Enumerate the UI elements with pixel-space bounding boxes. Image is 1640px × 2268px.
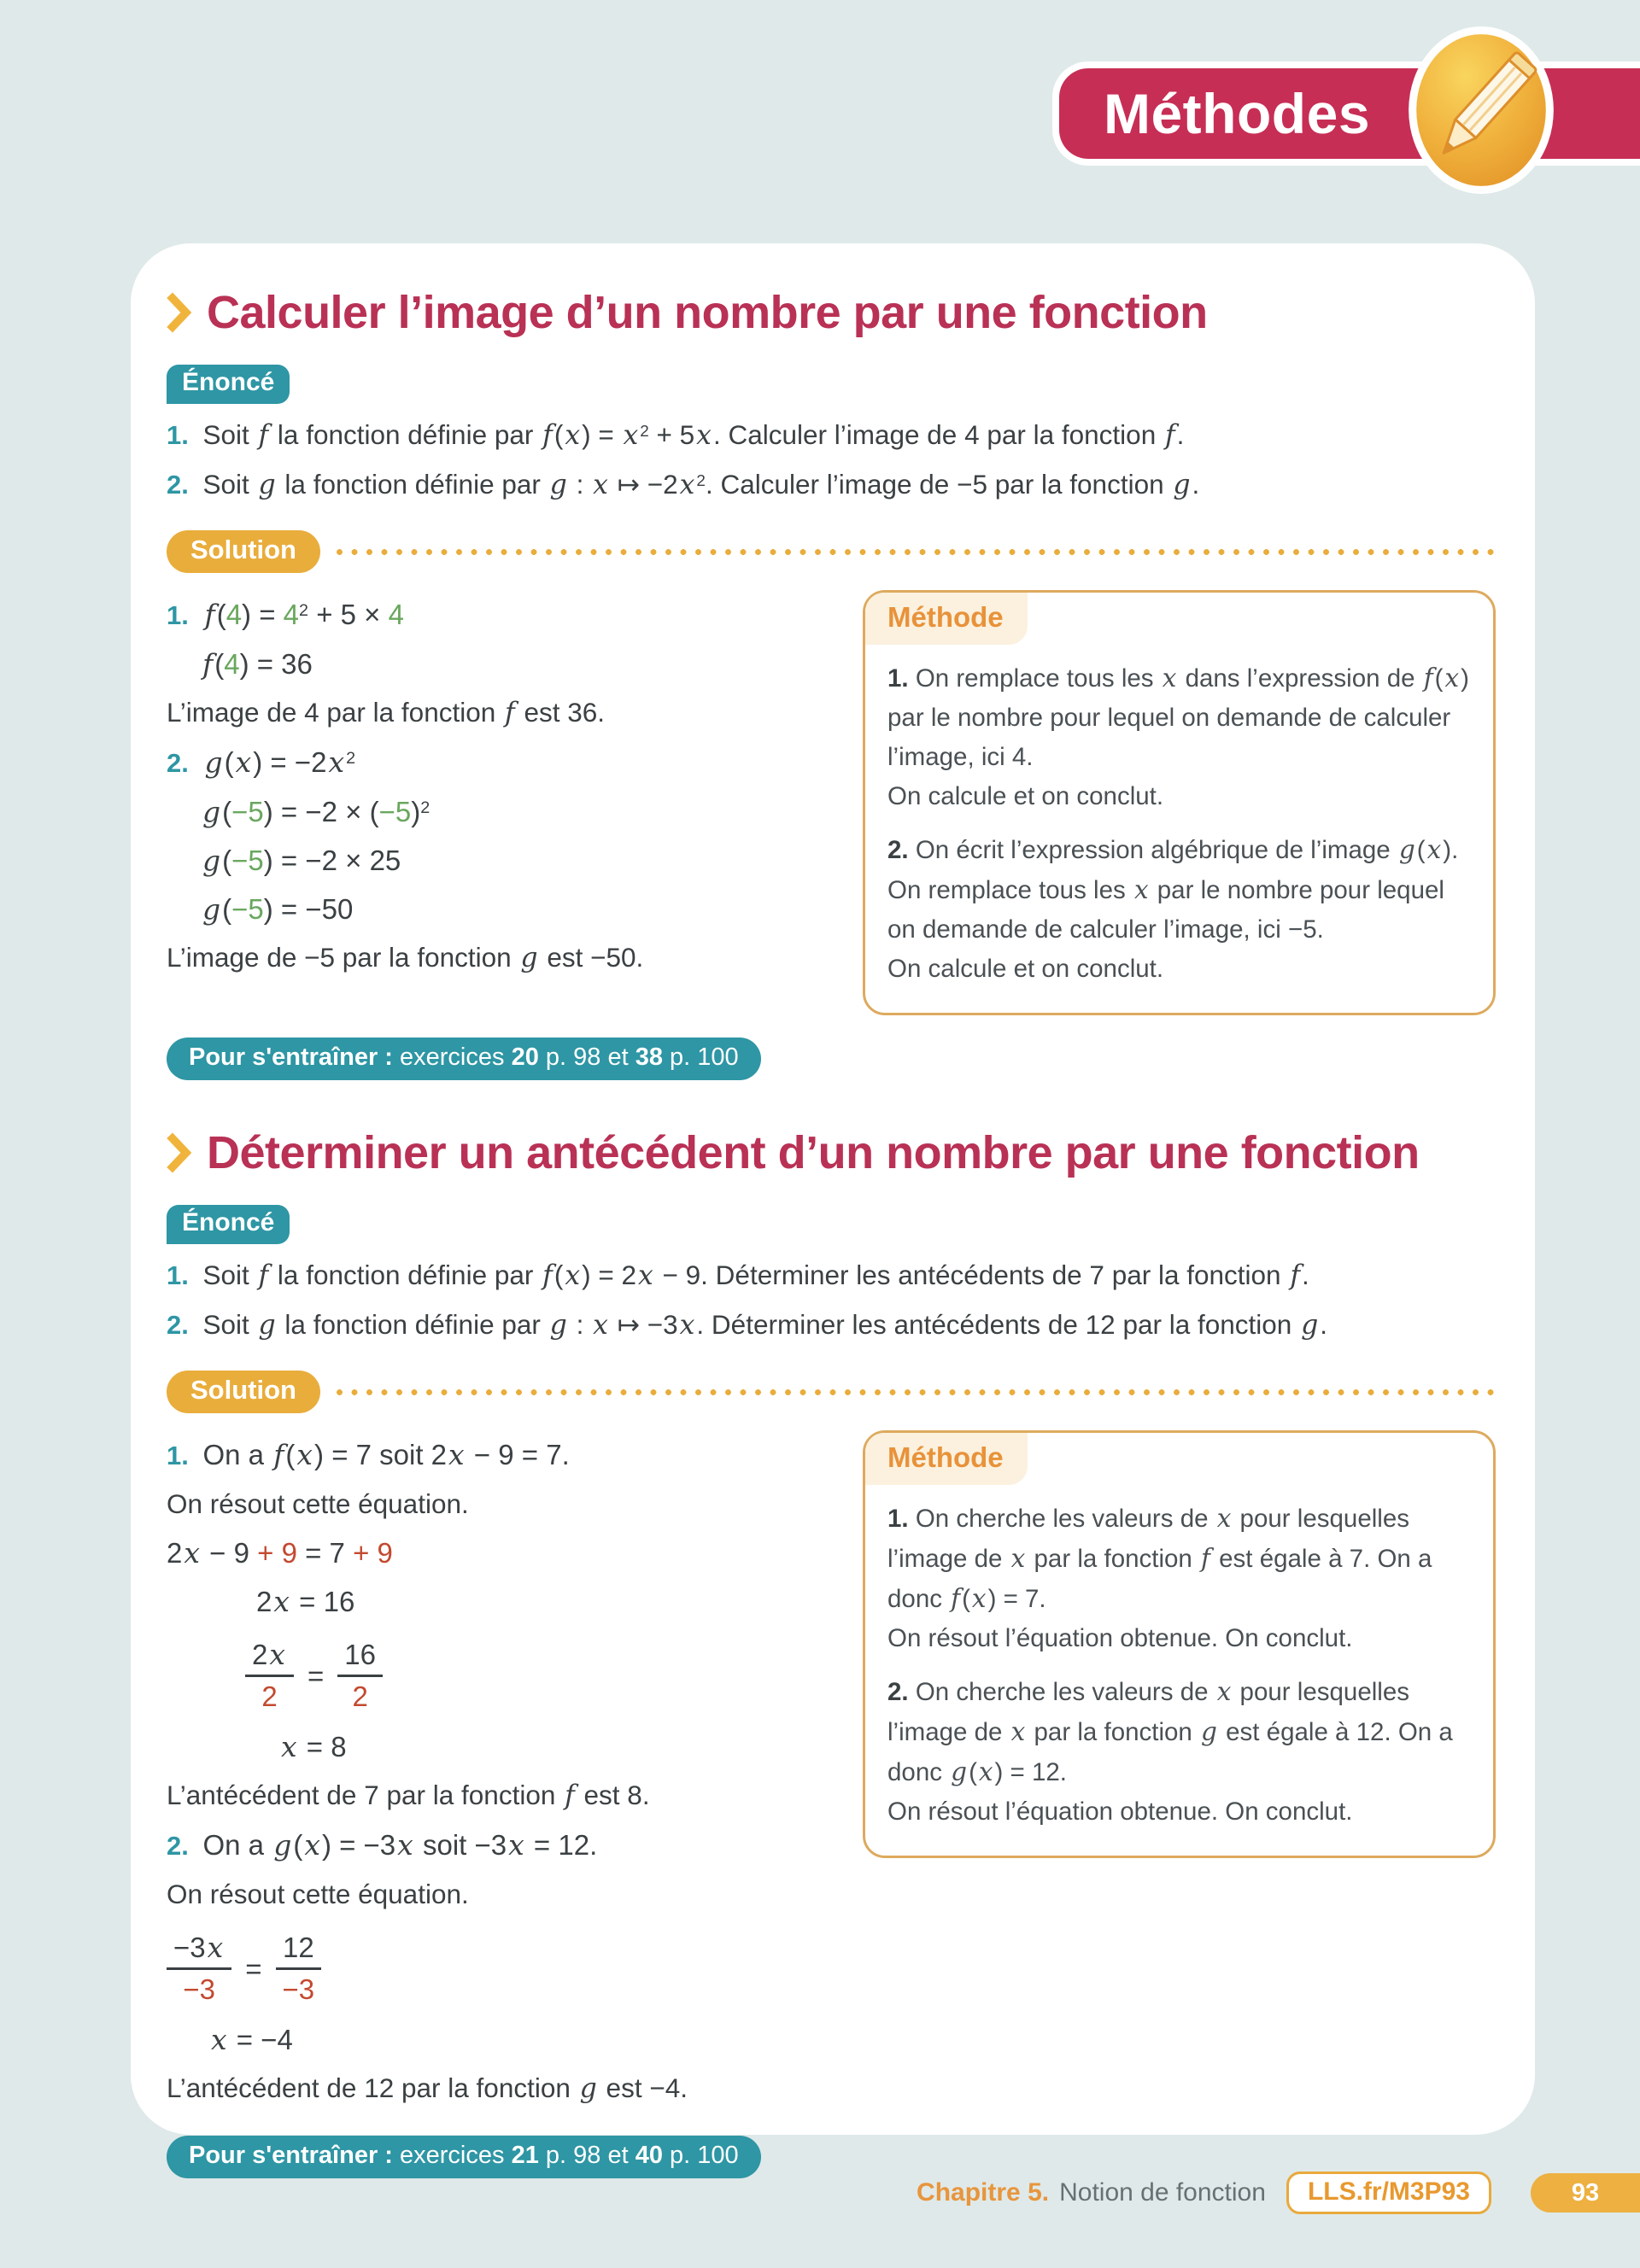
methode-body: [865, 645, 1493, 1013]
solution-line: L’image de −5 par la fonction g est −50.: [167, 942, 644, 973]
solution-line: $g(-5) = -2 \times (-5)^2$: [202, 795, 430, 828]
solution-line: g(−5) = −2 × 25: [202, 844, 401, 877]
pencil-icon-svg: [1408, 26, 1555, 195]
chevron-icon: [167, 293, 190, 332]
methode-title: Méthode: [865, 593, 1028, 645]
solution-line: f(4) = 36: [202, 647, 313, 681]
page-number: 93: [1531, 2173, 1640, 2212]
methode-item: 1. On cherche les valeurs de x pour lesquelles l’image de x par la fonction f est égale à 7. On a donc f(x) = 7. On résout l’équation obtenue. On conclut.: [887, 1504, 1432, 1652]
solution-header: [167, 1371, 1496, 1413]
section-determiner-antecedent: [167, 1126, 1496, 2178]
methode-box: [863, 1430, 1496, 1858]
enonce-item: 2. Soit g la fonction définie par g : x ↦ −2x $^2$. Calculer l’image de −5 par la fonction g.: [167, 469, 1200, 500]
solution-line: $\frac{-3x}{-3}$ = $\frac{12}{-3}$: [167, 1923, 863, 2007]
solution-line: $\frac{2x}{2}$ = $\frac{16}{2}$: [245, 1630, 863, 1714]
footer: [0, 2171, 1640, 2215]
chapter-label: Chapitre 5.: [917, 2178, 1050, 2207]
solution-header: [167, 530, 1496, 573]
solution-line: x = −4: [211, 2023, 293, 2056]
practice-badge: Pour s'entraîner : exercices 21 p. 98 et 40 p. 100: [167, 2136, 761, 2178]
solution-line: 2. g(x) = −2x $^2$: [167, 745, 356, 779]
solution-work: [167, 590, 863, 983]
methode-item: 2. On écrit l’expression algébrique de l’image g(x). On remplace tous les x par le nombre pour lequel on demande de calculer l’image, ici −5. On calcule et on conclut.: [887, 835, 1459, 983]
methode-body: [865, 1485, 1493, 1856]
banner-title: Méthodes: [1104, 82, 1371, 145]
section-calculer-image: [167, 286, 1496, 1080]
solution-line: L’antécédent de 7 par la fonction f est 8.: [167, 1780, 650, 1811]
enonce-badge: Énoncé: [167, 365, 290, 404]
section-title-row: [167, 1126, 1496, 1179]
methode-title: Méthode: [865, 1433, 1028, 1485]
dotted-leader: [336, 1388, 1496, 1396]
solution-line: 2x = 16: [256, 1585, 355, 1618]
content-panel: [131, 243, 1535, 2169]
methode-item: 1. On remplace tous les x dans l’expression de f(x) par le nombre pour lequel on demande de calculer l’image, ici 4. On calcule et on conclut.: [887, 663, 1469, 810]
solution-line: x = 8: [281, 1730, 347, 1763]
lls-link[interactable]: LLS.fr/M3P93: [1286, 2172, 1491, 2214]
solution-badge: Solution: [167, 1371, 320, 1413]
solution-work: [167, 1430, 863, 2113]
enonce-badge: Énoncé: [167, 1205, 290, 1244]
chapter-title: Notion de fonction: [1059, 2178, 1266, 2207]
enonce-list: [167, 1251, 1496, 1350]
solution-line: 1. $f(4) = 4^2 + 5 \times 4$: [167, 598, 404, 631]
enonce-item: 2. Soit g la fonction définie par g : x ↦ −3x. Déterminer les antécédents de 12 par la fonction g.: [167, 1309, 1328, 1341]
section-title: Déterminer un antécédent d’un nombre par une fonction: [207, 1127, 1420, 1178]
practice-badge: Pour s'entraîner : exercices 20 p. 98 et 38 p. 100: [167, 1038, 761, 1080]
enonce-item: 1. Soit f la fonction définie par f(x) = 2x − 9. Déterminer les antécédents de 7 par la fonction f.: [167, 1260, 1309, 1291]
methode-item: 2. On cherche les valeurs de x pour lesquelles l’image de x par la fonction g est égale à 12. On a donc g(x) = 12. On résout l’équation obtenue. On conclut.: [887, 1677, 1453, 1826]
section-title: Calculer l’image d’un nombre par une fonction: [207, 287, 1208, 338]
methode-box: [863, 590, 1496, 1015]
solution-line: g(−5) = −50: [202, 892, 354, 926]
enonce-list: [167, 411, 1496, 510]
enonce-item: 1. Soit f la fonction définie par f(x) = x $^2$ + 5x. Calculer l’image de 4 par la fonction f.: [167, 419, 1185, 451]
pencil-icon: [1408, 26, 1555, 195]
solution-line: L’image de 4 par la fonction f est 36.: [167, 697, 606, 728]
solution-badge: Solution: [167, 530, 320, 573]
solution-line: 2x − 9 + 9 = 7 + 9: [167, 1536, 393, 1569]
solution-line: 2. On a g(x) = −3x soit −3x = 12.: [167, 1828, 598, 1862]
solution-line: L’antécédent de 12 par la fonction g est −4.: [167, 2072, 688, 2104]
solution-line: On résout cette équation.: [167, 1488, 469, 1519]
dotted-leader: [336, 548, 1496, 556]
solution-columns: [167, 590, 1496, 1015]
section-title-row: [167, 286, 1496, 339]
solution-line: 1. On a f(x) = 7 soit 2x − 9 = 7.: [167, 1438, 570, 1471]
chevron-icon: [167, 1133, 190, 1172]
solution-columns: [167, 1430, 1496, 2113]
solution-line: On résout cette équation.: [167, 1879, 469, 1909]
